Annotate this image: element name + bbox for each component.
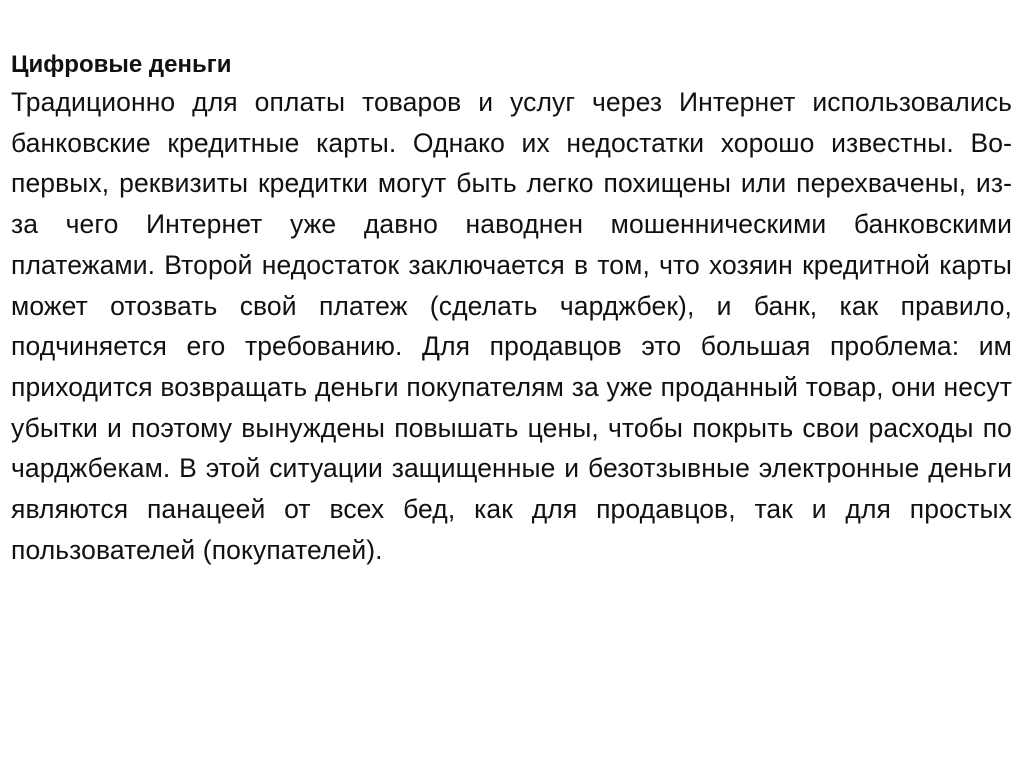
document-title: Цифровые деньги <box>11 51 232 78</box>
document-paragraph: Традиционно для оплаты товаров и услуг через Интернет использовались банковские кредитные карты. Однако их недостатки хорошо известны. Во-первых, реквизиты кредитки могут быть легко похищены или перехвачены, из-за чего Интернет уже давно наводнен мошенническими банковскими платежами. Второй недостаток заключается в том, что хозяин кредитной карты может отозвать свой платеж (сделать чарджбек), и банк, как правило, подчиняется его требованию. Для продавцов это большая проблема: им приходится возвращать деньги покупателям за уже проданный товар, они несут убытки и поэтому вынуждены повышать цены, чтобы покрыть свои расходы по чарджбекам. В этой ситуации защищенные и безотзывные электронные деньги являются панацеей от всех бед, как для продавцов, так и для простых пользователей (покупателей). <box>11 87 1012 565</box>
